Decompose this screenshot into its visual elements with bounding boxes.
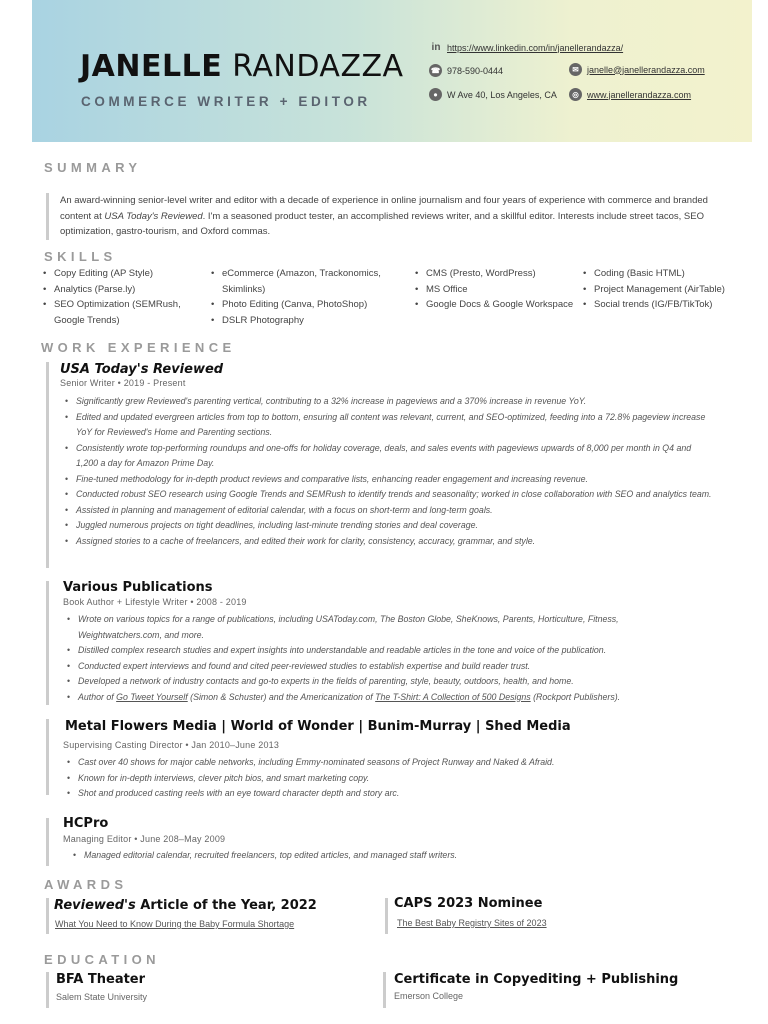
list-item: • Consistently wrote top-performing roundups and one-offs for holiday coverage, deals, and sales events with pageviews upwards of 8,000 per month in Q4 and 1,200 a day for Amazon Prime Day. xyxy=(62,441,712,472)
award-bar xyxy=(46,898,49,934)
award-title: CAPS 2023 Nominee xyxy=(394,896,543,911)
work-experience-heading: WORK EXPERIENCE xyxy=(41,340,236,355)
phone-number: 978-590-0444 xyxy=(447,65,504,76)
list-item: • Managed editorial calendar, recruited freelancers, top edited articles, and managed staff writers. xyxy=(70,848,670,864)
book-title-link[interactable]: The T-Shirt: A Collection of 500 Designs xyxy=(375,691,531,702)
summary-text-part: . I'm a seasoned product tester, an accomplished reviews writer, and a skillful editor. Interests include street tacos, SEO optimization, gastro-tourism, and Oxford commas. xyxy=(60,210,704,237)
award-bar xyxy=(385,898,388,934)
education-bar xyxy=(46,972,49,1008)
job-bullets xyxy=(70,848,670,864)
header-banner xyxy=(32,0,752,142)
skill-item: • CMS (Presto, WordPress) xyxy=(412,266,582,282)
skill-item: • MS Office xyxy=(412,282,582,298)
degree-title: Certificate in Copyediting + Publishing xyxy=(394,972,679,987)
job-bullets xyxy=(64,612,674,705)
job-bar xyxy=(46,818,49,866)
list-item: • Distilled complex research studies and expert insights into understandable and readable articles in the tone and voice of the publication. xyxy=(64,643,674,659)
job-bar xyxy=(46,362,49,568)
job-bullets xyxy=(64,755,684,802)
email-link[interactable]: janelle@janellerandazza.com xyxy=(587,64,705,75)
linkedin-icon: in xyxy=(431,42,441,53)
book-title-link[interactable]: Go Tweet Yourself xyxy=(116,691,188,702)
skill-item: • SEO Optimization (SEMRush, Google Trends) xyxy=(40,297,200,328)
phone-icon: ☎ xyxy=(430,66,441,75)
location-icon: ● xyxy=(429,88,442,101)
job-role-dates: Managing Editor • June 208–May 2009 xyxy=(63,834,226,844)
job-bar xyxy=(46,719,49,795)
skill-item: • Photo Editing (Canva, PhotoShop) xyxy=(208,297,398,313)
job-role-dates: Book Author + Lifestyle Writer • 2008 - 2019 xyxy=(63,597,247,607)
skills-column-2 xyxy=(208,266,398,328)
list-item: • Conducted robust SEO research using Google Trends and SEMRush to identify trends and seasonality; worked in close collaboration with SEO and analytics team. xyxy=(62,487,712,503)
job-employer: USA Today's Reviewed xyxy=(60,362,224,377)
contact-phone xyxy=(429,64,503,77)
list-item xyxy=(64,690,674,706)
education-bar xyxy=(383,972,386,1008)
skill-item: • Social trends (IG/FB/TikTok) xyxy=(580,297,750,313)
job-role-dates: Senior Writer • 2019 - Present xyxy=(60,378,186,388)
job-employer: Metal Flowers Media | World of Wonder | Bunim-Murray | Shed Media xyxy=(65,719,571,734)
website-link[interactable]: www.janellerandazza.com xyxy=(587,89,692,100)
list-item: • Significantly grew Reviewed's parenting vertical, contributing to a 32% increase in pageviews and a 370% increase in revenue YoY. xyxy=(62,394,712,410)
job-employer: HCPro xyxy=(63,816,109,831)
degree-title: BFA Theater xyxy=(56,972,146,987)
skill-item: • DSLR Photography xyxy=(208,313,398,329)
list-item: • Juggled numerous projects on tight deadlines, including last-minute trending stories and deal coverage. xyxy=(62,518,712,534)
address-text: W Ave 40, Los Angeles, CA xyxy=(447,89,557,100)
first-name: JANELLE xyxy=(80,49,223,84)
list-item: • Cast over 40 shows for major cable networks, including Emmy-nominated seasons of Project Runway and Naked & Afraid. xyxy=(64,755,684,771)
skills-heading: SKILLS xyxy=(44,249,117,264)
list-item: • Known for in-depth interviews, clever pitch bios, and smart marketing copy. xyxy=(64,771,684,787)
contact-linkedin xyxy=(430,41,623,54)
award-publication: Reviewed's xyxy=(54,898,136,913)
list-item: • Shot and produced casting reels with an eye toward character depth and story arc. xyxy=(64,786,684,802)
award-name: Article of the Year, 2022 xyxy=(135,898,317,913)
award-title xyxy=(54,898,317,913)
contact-address xyxy=(429,88,557,101)
candidate-name xyxy=(80,49,404,84)
summary-employer: USA Today's Reviewed xyxy=(104,210,203,222)
author-text: Author of xyxy=(78,691,117,702)
school-name: Emerson College xyxy=(394,991,464,1001)
list-item: • Assigned stories to a cache of freelancers, and edited their work for clarity, consistency, accuracy, grammar, and style. xyxy=(62,534,712,550)
education-heading: EDUCATION xyxy=(44,952,160,967)
contact-website xyxy=(569,88,691,101)
summary-text xyxy=(46,193,740,240)
job-bar xyxy=(46,581,49,705)
skill-item: • Project Management (AirTable) xyxy=(580,282,750,298)
last-name: RANDAZZA xyxy=(232,49,404,84)
list-item: • Assisted in planning and management of editorial calendar, with a focus on short-term and long-term goals. xyxy=(62,503,712,519)
list-item: • Conducted expert interviews and found and cited peer-reviewed studies to establish expertise and build reader trust. xyxy=(64,659,674,675)
skill-item: • eCommerce (Amazon, Trackonomics, Skimlinks) xyxy=(208,266,398,297)
list-item: • Fine-tuned methodology for in-depth product reviews and comparative lists, enhancing reader engagement and increasing revenue. xyxy=(62,472,712,488)
summary-heading: SUMMARY xyxy=(44,160,142,175)
list-item: • Developed a network of industry contacts and go-to experts in the fields of parenting, style, beauty, outdoors, health, and home. xyxy=(64,674,674,690)
school-name: Salem State University xyxy=(56,992,148,1002)
linkedin-link[interactable]: https://www.linkedin.com/in/janellerandazza/ xyxy=(447,42,624,53)
skills-column-1 xyxy=(40,266,200,328)
job-role-dates: Supervising Casting Director • Jan 2010–June 2013 xyxy=(63,740,280,750)
author-text: (Simon & Schuster) and the Americanization of xyxy=(187,691,376,702)
tagline: COMMERCE WRITER + EDITOR xyxy=(81,94,371,109)
skills-column-3 xyxy=(412,266,582,313)
list-item: • Edited and updated evergreen articles from top to bottom, ensuring all content was relevant, current, and SEO-optimized, feeding into a 72.8% pageview increase YoY for Reviewed's Home and Parenting sections. xyxy=(62,410,712,441)
skill-item: • Coding (Basic HTML) xyxy=(580,266,750,282)
summary-text-part: An award-winning senior-level writer and editor with a decade of experience in online journalism and four years of experience with commerce and branded content at xyxy=(60,195,708,222)
email-icon: ✉ xyxy=(569,63,582,76)
award-article-link[interactable]: What You Need to Know During the Baby Formula Shortage xyxy=(55,919,295,929)
author-text: (Rockport Publishers). xyxy=(530,691,621,702)
skill-item: • Copy Editing (AP Style) xyxy=(40,266,200,282)
skill-item: • Google Docs & Google Workspace xyxy=(412,297,582,313)
globe-icon: ◎ xyxy=(569,88,582,101)
skill-item: • Analytics (Parse.ly) xyxy=(40,282,200,298)
contact-email xyxy=(569,63,705,76)
job-employer: Various Publications xyxy=(63,580,213,595)
skills-column-4 xyxy=(580,266,750,313)
list-item: • Wrote on various topics for a range of publications, including USAToday.com, The Boston Globe, SheKnows, Parents, Horticulture, Fitness, Weightwatchers.com, and more. xyxy=(64,612,674,643)
job-bullets xyxy=(62,394,712,549)
award-article-link[interactable]: The Best Baby Registry Sites of 2023 xyxy=(397,918,547,928)
awards-heading: AWARDS xyxy=(44,877,128,892)
